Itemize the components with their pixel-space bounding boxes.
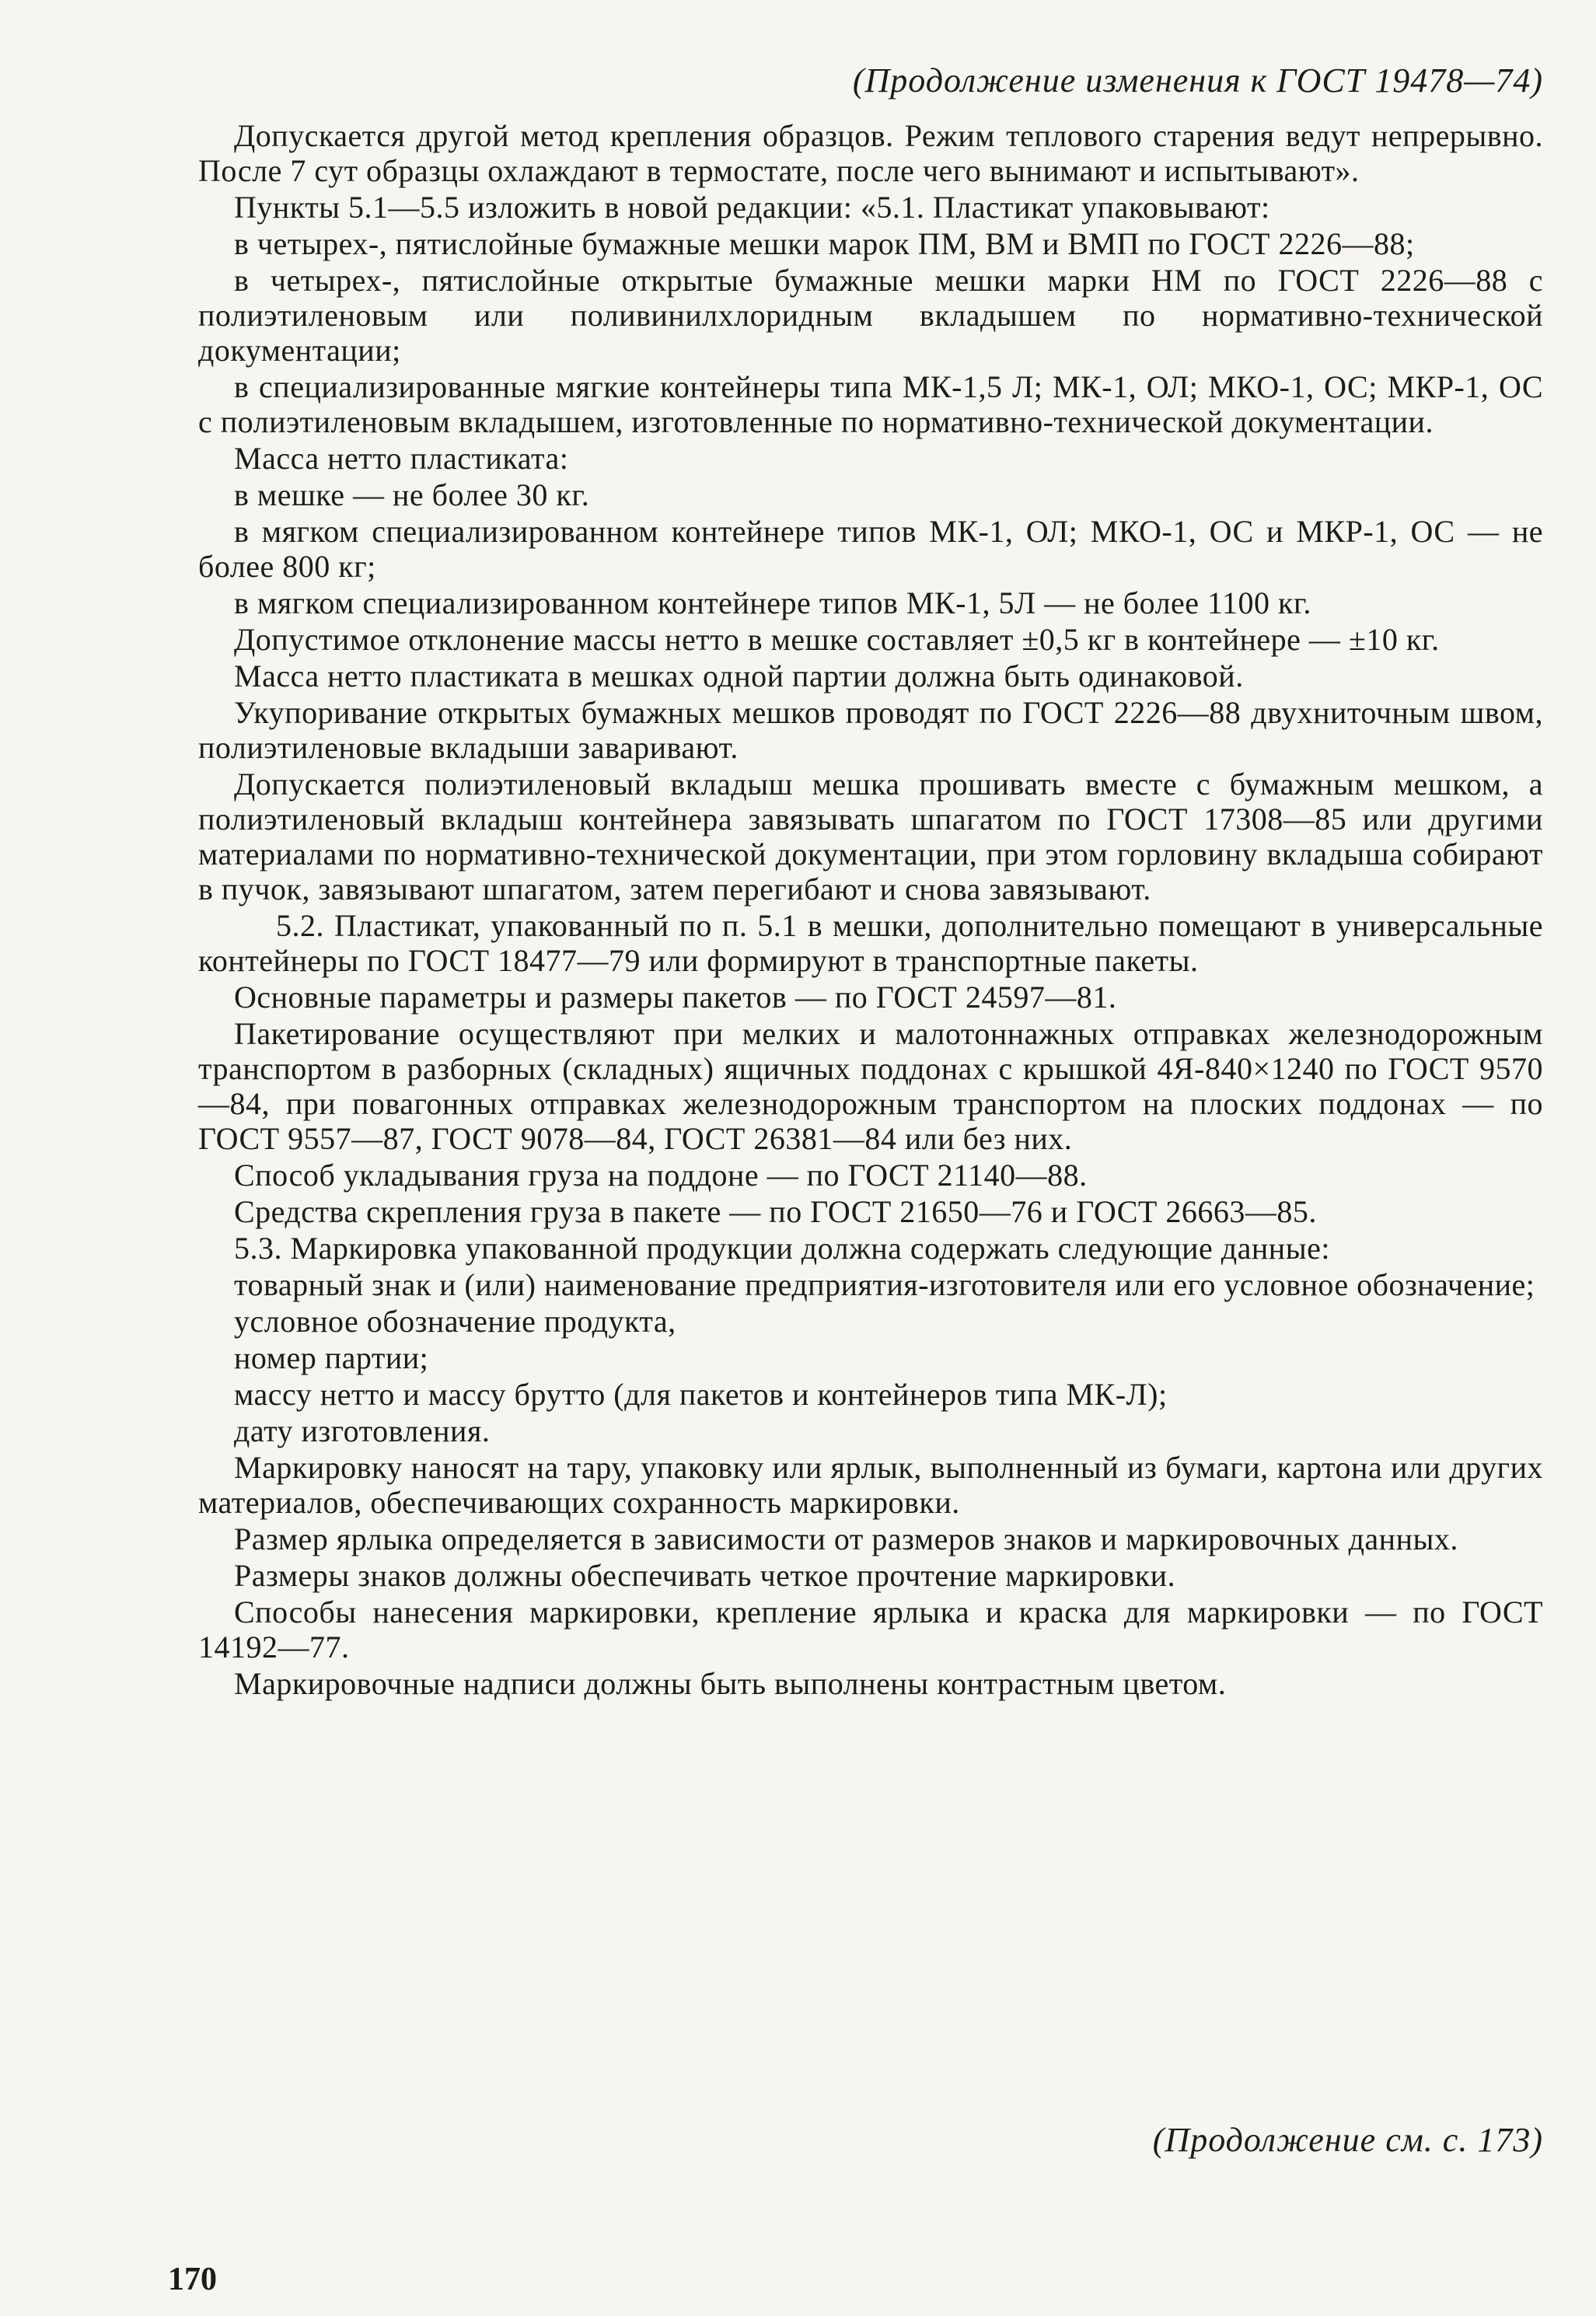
paragraph: Маркировочные надписи должны быть выполнены контрастным цветом. xyxy=(234,1666,1227,1701)
section-5-3: 5.3. Маркировка упакованной продукции должна содержать следующие данные: xyxy=(234,1231,1330,1266)
paragraph: Укупоривание открытых бумажных мешков проводят по ГОСТ 2226—88 двухниточным швом, полиэтиленовые вкладыши заваривают. xyxy=(198,695,1543,765)
paragraph: Допускается полиэтиленовый вкладыш мешка прошивать вместе с бумажным мешком, а полиэтиленовый вкладыш контейнера завязывать шпагатом по ГОСТ 17308—85 или другими материалами по нормативно-технической документации, при этом горловину вкладыша собирают в пучок, завязывают шпагатом, затем перегибают и снова завязывают. xyxy=(198,767,1543,906)
paragraph: Пункты 5.1—5.5 изложить в новой редакции: «5.1. Пластикат упаковывают: xyxy=(234,190,1270,225)
paragraph: товарный знак и (или) наименование предприятия-изготовителя или его условное обозначение; xyxy=(234,1267,1535,1302)
paragraph: Размеры знаков должны обеспечивать четкое прочтение маркировки. xyxy=(234,1558,1176,1593)
paragraph: Основные параметры и размеры пакетов — по ГОСТ 24597—81. xyxy=(234,980,1117,1015)
section-5-2: 5.2. Пластикат, упакованный по п. 5.1 в мешки, дополнительно помещают в универсальные контейнеры по ГОСТ 18477—79 или формируют в транспортные пакеты. xyxy=(198,908,1543,978)
paragraph: в мешке — не более 30 кг. xyxy=(234,477,590,512)
paragraph: номер партии; xyxy=(234,1340,429,1375)
continuation-header: (Продолжение изменения к ГОСТ 19478—74) xyxy=(852,61,1543,100)
paragraph: Средства скрепления груза в пакете — по ГОСТ 21650—76 и ГОСТ 26663—85. xyxy=(234,1194,1317,1229)
paragraph: дату изготовления. xyxy=(234,1413,491,1448)
paragraph: в мягком специализированном контейнере типов МК-1, 5Л — не более 1100 кг. xyxy=(234,585,1311,620)
paragraph: Маркировку наносят на тару, упаковку или ярлык, выполненный из бумаги, картона или других материалов, обеспечивающих сохранность маркировки. xyxy=(198,1450,1543,1520)
paragraph: в специализированные мягкие контейнеры типа МК-1,5 Л; МК-1, ОЛ; МКО-1, ОС; МКР-1, ОС с полиэтиленовым вкладышем, изготовленные по нормативно-технической документации. xyxy=(198,369,1543,439)
paragraph: в четырех-, пятислойные открытые бумажные мешки марки НМ по ГОСТ 2226—88 с полиэтиленовым или поливинилхлоридным вкладышем по нормативно-технической документации; xyxy=(198,263,1543,368)
paragraph: Способ укладывания груза на поддоне — по ГОСТ 21140—88. xyxy=(234,1158,1088,1193)
continuation-footer: (Продолжение см. с. 173) xyxy=(1152,2121,1543,2159)
paragraph: Масса нетто пластиката в мешках одной партии должна быть одинаковой. xyxy=(234,658,1244,693)
page-number: 170 xyxy=(168,2262,217,2297)
paragraph: Допустимое отклонение массы нетто в мешке составляет ±0,5 кг в контейнере — ±10 кг. xyxy=(234,622,1440,657)
paragraph: Допускается другой метод крепления образцов. Режим теплового старения ведут непрерывно. После 7 сут образцы охлаждают в термостате, после чего вынимают и испытывают». xyxy=(198,118,1543,188)
paragraph: в четырех-, пятислойные бумажные мешки марок ПМ, ВМ и ВМП по ГОСТ 2226—88; xyxy=(234,226,1415,261)
paragraph: Размер ярлыка определяется в зависимости от размеров знаков и маркировочных данных. xyxy=(234,1521,1458,1556)
paragraph: условное обозначение продукта, xyxy=(234,1304,676,1339)
document-page xyxy=(198,61,1543,1703)
document-body xyxy=(198,118,1543,1701)
paragraph: в мягком специализированном контейнере типов МК-1, ОЛ; МКО-1, ОС и МКР-1, ОС — не более 800 кг; xyxy=(198,514,1543,584)
paragraph: Пакетирование осуществляют при мелких и малотоннажных отправках железнодорожным транспортом в разборных (складных) ящичных поддонах с крышкой 4Я-840×1240 по ГОСТ 9570—84, при повагонных отправках железнодорожным транспортом на плоских поддонах — по ГОСТ 9557—87, ГОСТ 9078—84, ГОСТ 26381—84 или без них. xyxy=(198,1016,1543,1156)
paragraph: массу нетто и массу брутто (для пакетов и контейнеров типа МК-Л); xyxy=(234,1377,1168,1412)
paragraph: Масса нетто пластиката: xyxy=(234,441,569,476)
paragraph: Способы нанесения маркировки, крепление ярлыка и краска для маркировки — по ГОСТ 14192—77. xyxy=(198,1595,1543,1665)
